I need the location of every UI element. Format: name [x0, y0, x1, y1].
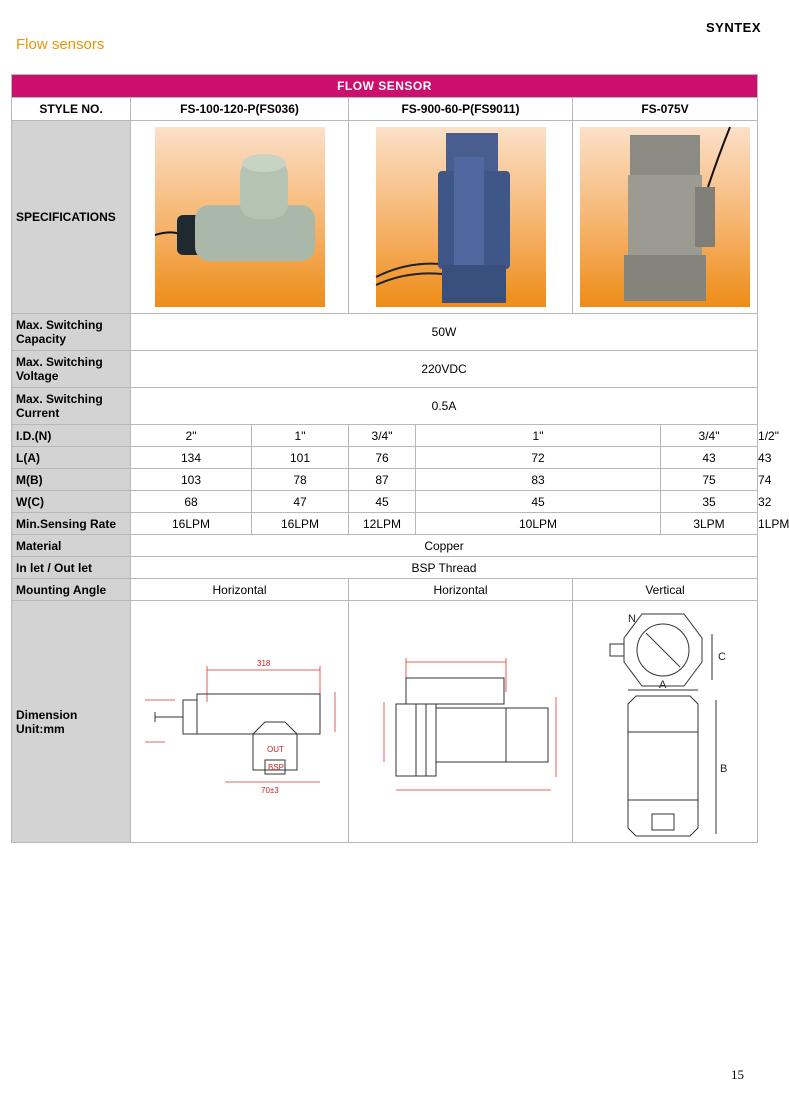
- flow-sensor-table: FLOW SENSOR STYLE NO. FS-100-120-P(FS036) FS-900-60-P(FS9011) FS-075V SPECIFICATIONS Max. Switching Capacity 50W Max. Switching Voltage 220VDC Max. Switching Current 0.5A I.D.(N) 2" 1" 3/4" 1" 3/4" 1/2" L(A) 134 101 76 72 43 43 M(B) 103 78 87 83 75 74 W(C) 68 47 45 45 35 32 Min.Sensing Rate 16LPM 16LPM 12LPM 10LPM 3LPM 1LPM Material Copper In let / Out let BSP Thread Mounting Angle Horizontal Horizontal Vertical Dimension Unit:mm 318 BSP 70±3 OUT N A B C: [11, 74, 758, 843]
- max-capacity-label: Max. Switching Capacity: [12, 314, 131, 351]
- id-value: 1": [416, 425, 661, 447]
- w-value: 45: [416, 491, 661, 513]
- w-value: 68: [131, 491, 252, 513]
- drawing-1-bsp: BSP: [267, 762, 284, 772]
- rate-label: Min.Sensing Rate: [12, 513, 131, 535]
- id-value: 2": [131, 425, 252, 447]
- w-value: 47: [252, 491, 349, 513]
- drawing-3-n: N: [628, 612, 636, 625]
- max-voltage-label: Max. Switching Voltage: [12, 351, 131, 388]
- l-value: 101: [252, 447, 349, 469]
- l-value: 43: [661, 447, 758, 469]
- dimension-drawing-3: [580, 604, 750, 840]
- m-value: 87: [349, 469, 416, 491]
- specifications-label: SPECIFICATIONS: [12, 121, 131, 314]
- product-photo-1: [155, 127, 325, 307]
- id-label: I.D.(N): [12, 425, 131, 447]
- m-value: 75: [661, 469, 758, 491]
- max-current-label: Max. Switching Current: [12, 388, 131, 425]
- m-value: 78: [252, 469, 349, 491]
- id-value: 3/4": [661, 425, 758, 447]
- photo-cell-2: [349, 121, 573, 314]
- rate-value: 10LPM: [416, 513, 661, 535]
- l-value: 134: [131, 447, 252, 469]
- brand-name: SYNTEX: [705, 20, 761, 35]
- max-capacity-value: 50W: [131, 314, 758, 351]
- dimension-label-line2: Unit:mm: [16, 721, 65, 736]
- model-1: FS-100-120-P(FS036): [131, 98, 349, 121]
- model-3: FS-075V: [573, 98, 758, 121]
- product-photo-3: [580, 127, 750, 307]
- mounting-value: Horizontal: [349, 579, 573, 601]
- drawing-3-a: A: [659, 678, 667, 691]
- photo-cell-3: [573, 121, 758, 314]
- drawing-3-c: C: [718, 650, 726, 663]
- page-number: 15: [731, 1067, 744, 1082]
- photo-cell-1: [131, 121, 349, 314]
- drawing-cell-2: [349, 601, 573, 843]
- product-photo-2: [376, 127, 546, 307]
- l-value: 72: [416, 447, 661, 469]
- dimension-label: [12, 601, 131, 843]
- drawing-1-dim-70: 70±3: [260, 785, 279, 795]
- w-label: W(C): [12, 491, 131, 513]
- model-2: FS-900-60-P(FS9011): [349, 98, 573, 121]
- dimension-drawing-2: [356, 642, 566, 802]
- drawing-1-dim-318: 318: [256, 658, 270, 668]
- id-value: 1": [252, 425, 349, 447]
- material-label: Material: [12, 535, 131, 557]
- drawing-1-out: OUT: [266, 744, 284, 754]
- style-label: STYLE NO.: [12, 98, 131, 121]
- m-value: 83: [416, 469, 661, 491]
- l-value: 76: [349, 447, 416, 469]
- w-value: 45: [349, 491, 416, 513]
- m-label: M(B): [12, 469, 131, 491]
- mounting-value: Horizontal: [131, 579, 349, 601]
- m-value: 103: [131, 469, 252, 491]
- drawing-cell-3: [573, 601, 758, 843]
- rate-value: 16LPM: [252, 513, 349, 535]
- mounting-value: Vertical: [573, 579, 758, 601]
- drawing-cell-1: [131, 601, 349, 843]
- rate-value: 3LPM: [661, 513, 758, 535]
- table-title: FLOW SENSOR: [12, 75, 758, 98]
- material-value: Copper: [131, 535, 758, 557]
- dimension-label-line1: Dimension: [16, 707, 78, 722]
- drawing-3-b: B: [720, 762, 728, 775]
- max-current-value: 0.5A: [131, 388, 758, 425]
- rate-value: 16LPM: [131, 513, 252, 535]
- mounting-label: Mounting Angle: [12, 579, 131, 601]
- page-title: Flow sensors: [16, 36, 105, 53]
- l-label: L(A): [12, 447, 131, 469]
- rate-value: 12LPM: [349, 513, 416, 535]
- inlet-value: BSP Thread: [131, 557, 758, 579]
- inlet-label: In let / Out let: [12, 557, 131, 579]
- max-voltage-value: 220VDC: [131, 351, 758, 388]
- dimension-drawing-1: [135, 642, 345, 802]
- id-value: 3/4": [349, 425, 416, 447]
- w-value: 35: [661, 491, 758, 513]
